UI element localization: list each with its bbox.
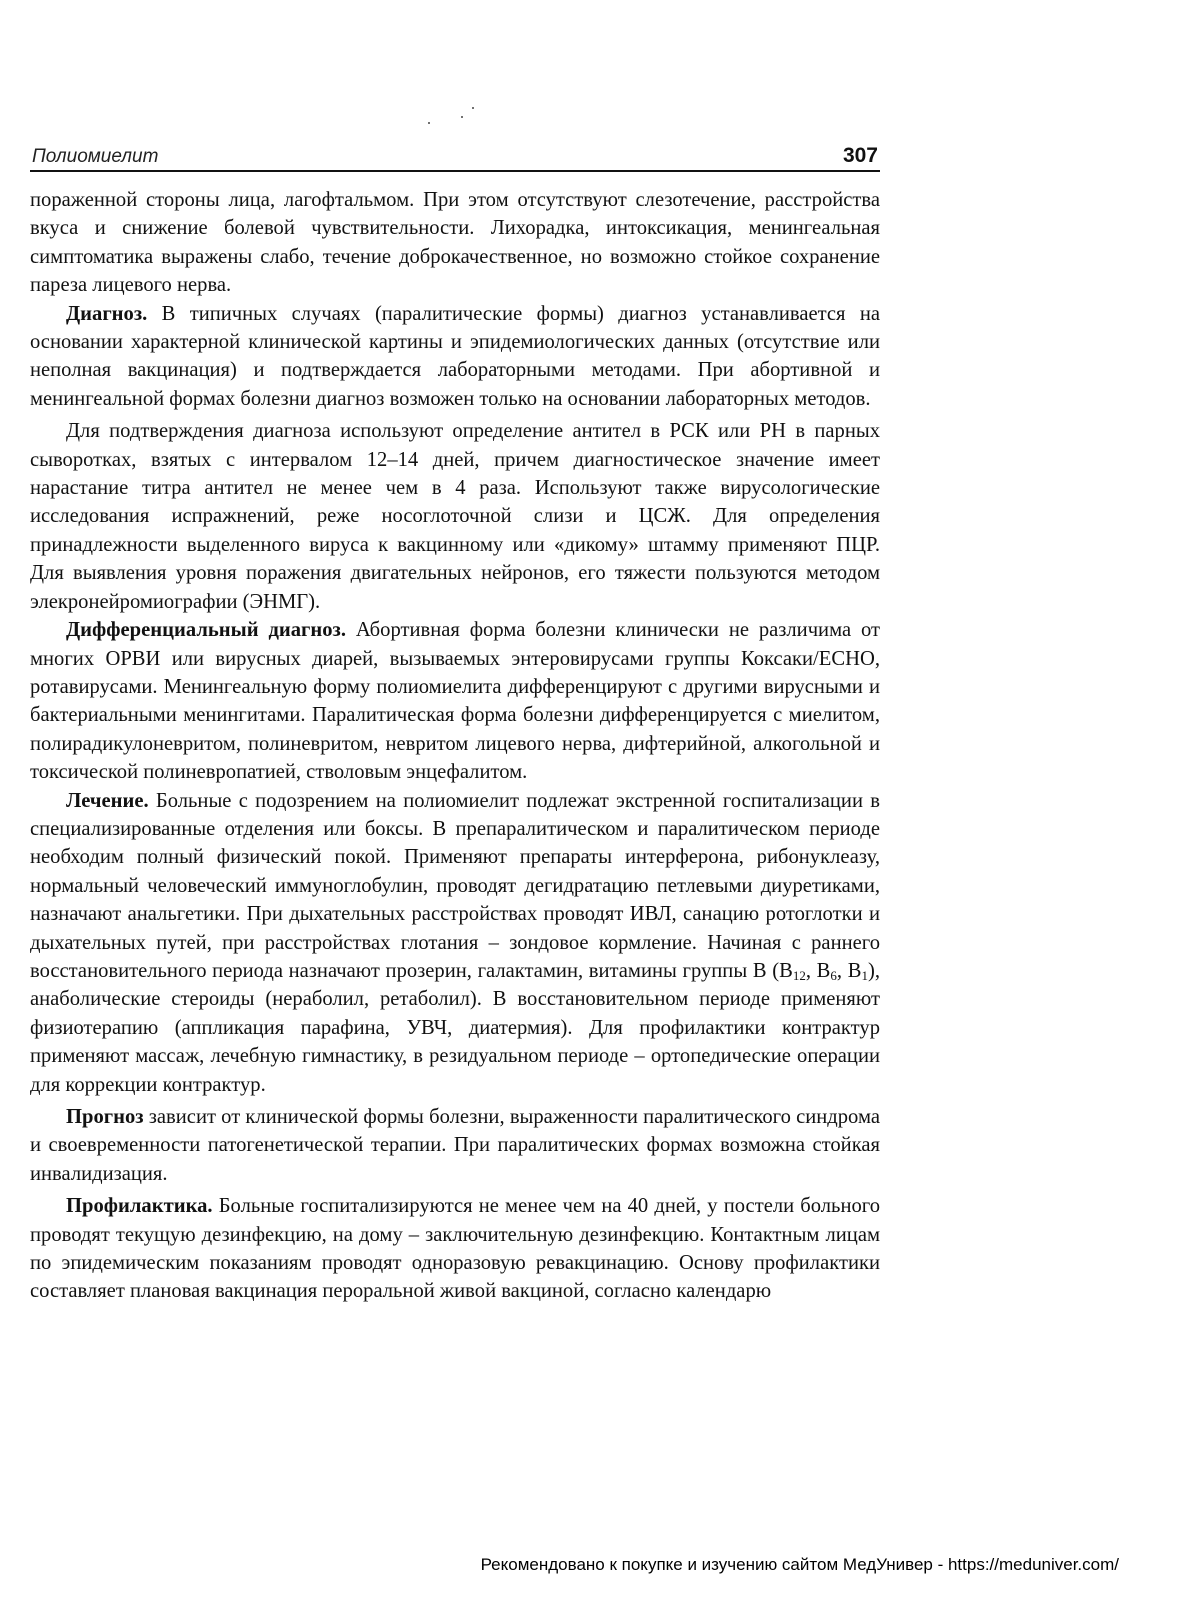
paragraph-treatment: Лечение. Больные с подозрением на полиомиелит подлежат экстренной госпитализации в специализированные отделения или боксы. В препаралитическом и паралитическом периоде необходим полный физический покой. Применяют препараты интерферона, рибонуклеазу, нормальный человеческий иммуноглобулин, проводят дегидратацию петлевыми диуретиками, назначают анальгетики. При дыхательных расстройствах проводят ИВЛ, санацию ротоглотки и дыхательных путей, при расстройствах глотания – зондовое кормление. Начиная с раннего восстановительного периода назначают прозерин, галактамин, витамины группы В ($В_{12}$, $В_6$, $В_1$), анаболические стероиды (нераболил, ретаболил). В восстановительном периоде применяют физиотерапию (аппликация парафина, УВЧ, диатермия). Для профилактики контрактур применяют массаж, лечебную гимнастику, в резидуальном периоде – ортопедические операции для коррекции контрактур. <box>30 789 880 1096</box>
scan-specks <box>428 104 488 134</box>
paragraph-prevention: Профилактика. Больные госпитализируются не менее чем на 40 дней, у постели больного проводят текущую дезинфекцию, на дому – заключительную дезинфекцию. Контактным лицам по эпидемическим показаниям проводят одноразовую ревакцинацию. Основу профилактики составляет плановая вакцинация пероральной живой вакциной, согласно календарю <box>30 1195 880 1303</box>
page-header <box>30 140 880 172</box>
prognosis-heading: Прогноз <box>66 1106 144 1128</box>
paragraph-diagnosis: Диагноз. В типичных случаях (паралитические формы) диагноз устанавливается на основании характерной клинической картины и эпидемиологических данных (отсутствие или неполная вакцинация) и подтверждается лабораторными методами. При абортивной и менингеальной формах болезни диагноз возможен только на основании лабораторных методов. <box>30 302 880 410</box>
paragraph-intro: пораженной стороны лица, лагофтальмом. При этом отсутствуют слезотечение, расстройства вкуса и снижение болевой чувствительности. Лихорадка, интоксикация, менингеальная симптоматика выражены слабо, течение доброкачественное, но возможно стойкое сохранение пареза лицевого нерва. <box>30 189 880 297</box>
paragraph-differential: Дифференциальный диагноз. Абортивная форма болезни клинически не различима от многих ОРВИ или вирусных диарей, вызываемых энтеровирусами группы Коксаки/ЕСНО, ротавирусами. Менингеальную форму полиомиелита дифференцируют с другими вирусными и бактериальными менингитами. Паралитическая форма болезни дифференцируется с миелитом, полирадикулоневритом, полиневритом, невритом лицевого нерва, дифтерийной, алкогольной и токсической полиневропатией, стволовым энцефалитом. <box>30 619 880 784</box>
diagnosis-heading: Диагноз. <box>66 302 148 325</box>
running-head: Полиомиелит <box>32 146 159 167</box>
page-body <box>30 186 880 1306</box>
paragraph-prognosis: Прогноз зависит от клинической формы болезни, выраженности паралитического синдрома и своевременности патогенетической терапии. При паралитических формах возможна стойкая инвалидизация. <box>30 1106 880 1185</box>
page-number: 307 <box>842 144 878 167</box>
prevention-heading: Профилактика. <box>66 1195 213 1218</box>
differential-heading: Дифференциальный диагноз. <box>66 619 346 642</box>
paragraph-diagnosis-confirmation: Для подтверждения диагноза используют определение антител в РСК или РН в парных сыворотках, взятых с интервалом 12–14 дней, причем диагностическое значение имеет нарастание титра антител не менее чем в 4 раза. Используют также вирусологические исследования испражнений, реже носоглоточной слизи и ЦСЖ. Для определения принадлежности выделенного вируса к вакцинному или «дикому» штамму применяют ПЦР. Для выявления уровня поражения двигательных нейронов, его тяжести пользуются методом элекронейромиографии (ЭНМГ). <box>30 420 880 613</box>
footer-recommendation: Рекомендовано к покупке и изучению сайтом МедУнивер - https://meduniver.com/ <box>480 1555 1119 1574</box>
treatment-heading: Лечение. <box>66 789 149 812</box>
